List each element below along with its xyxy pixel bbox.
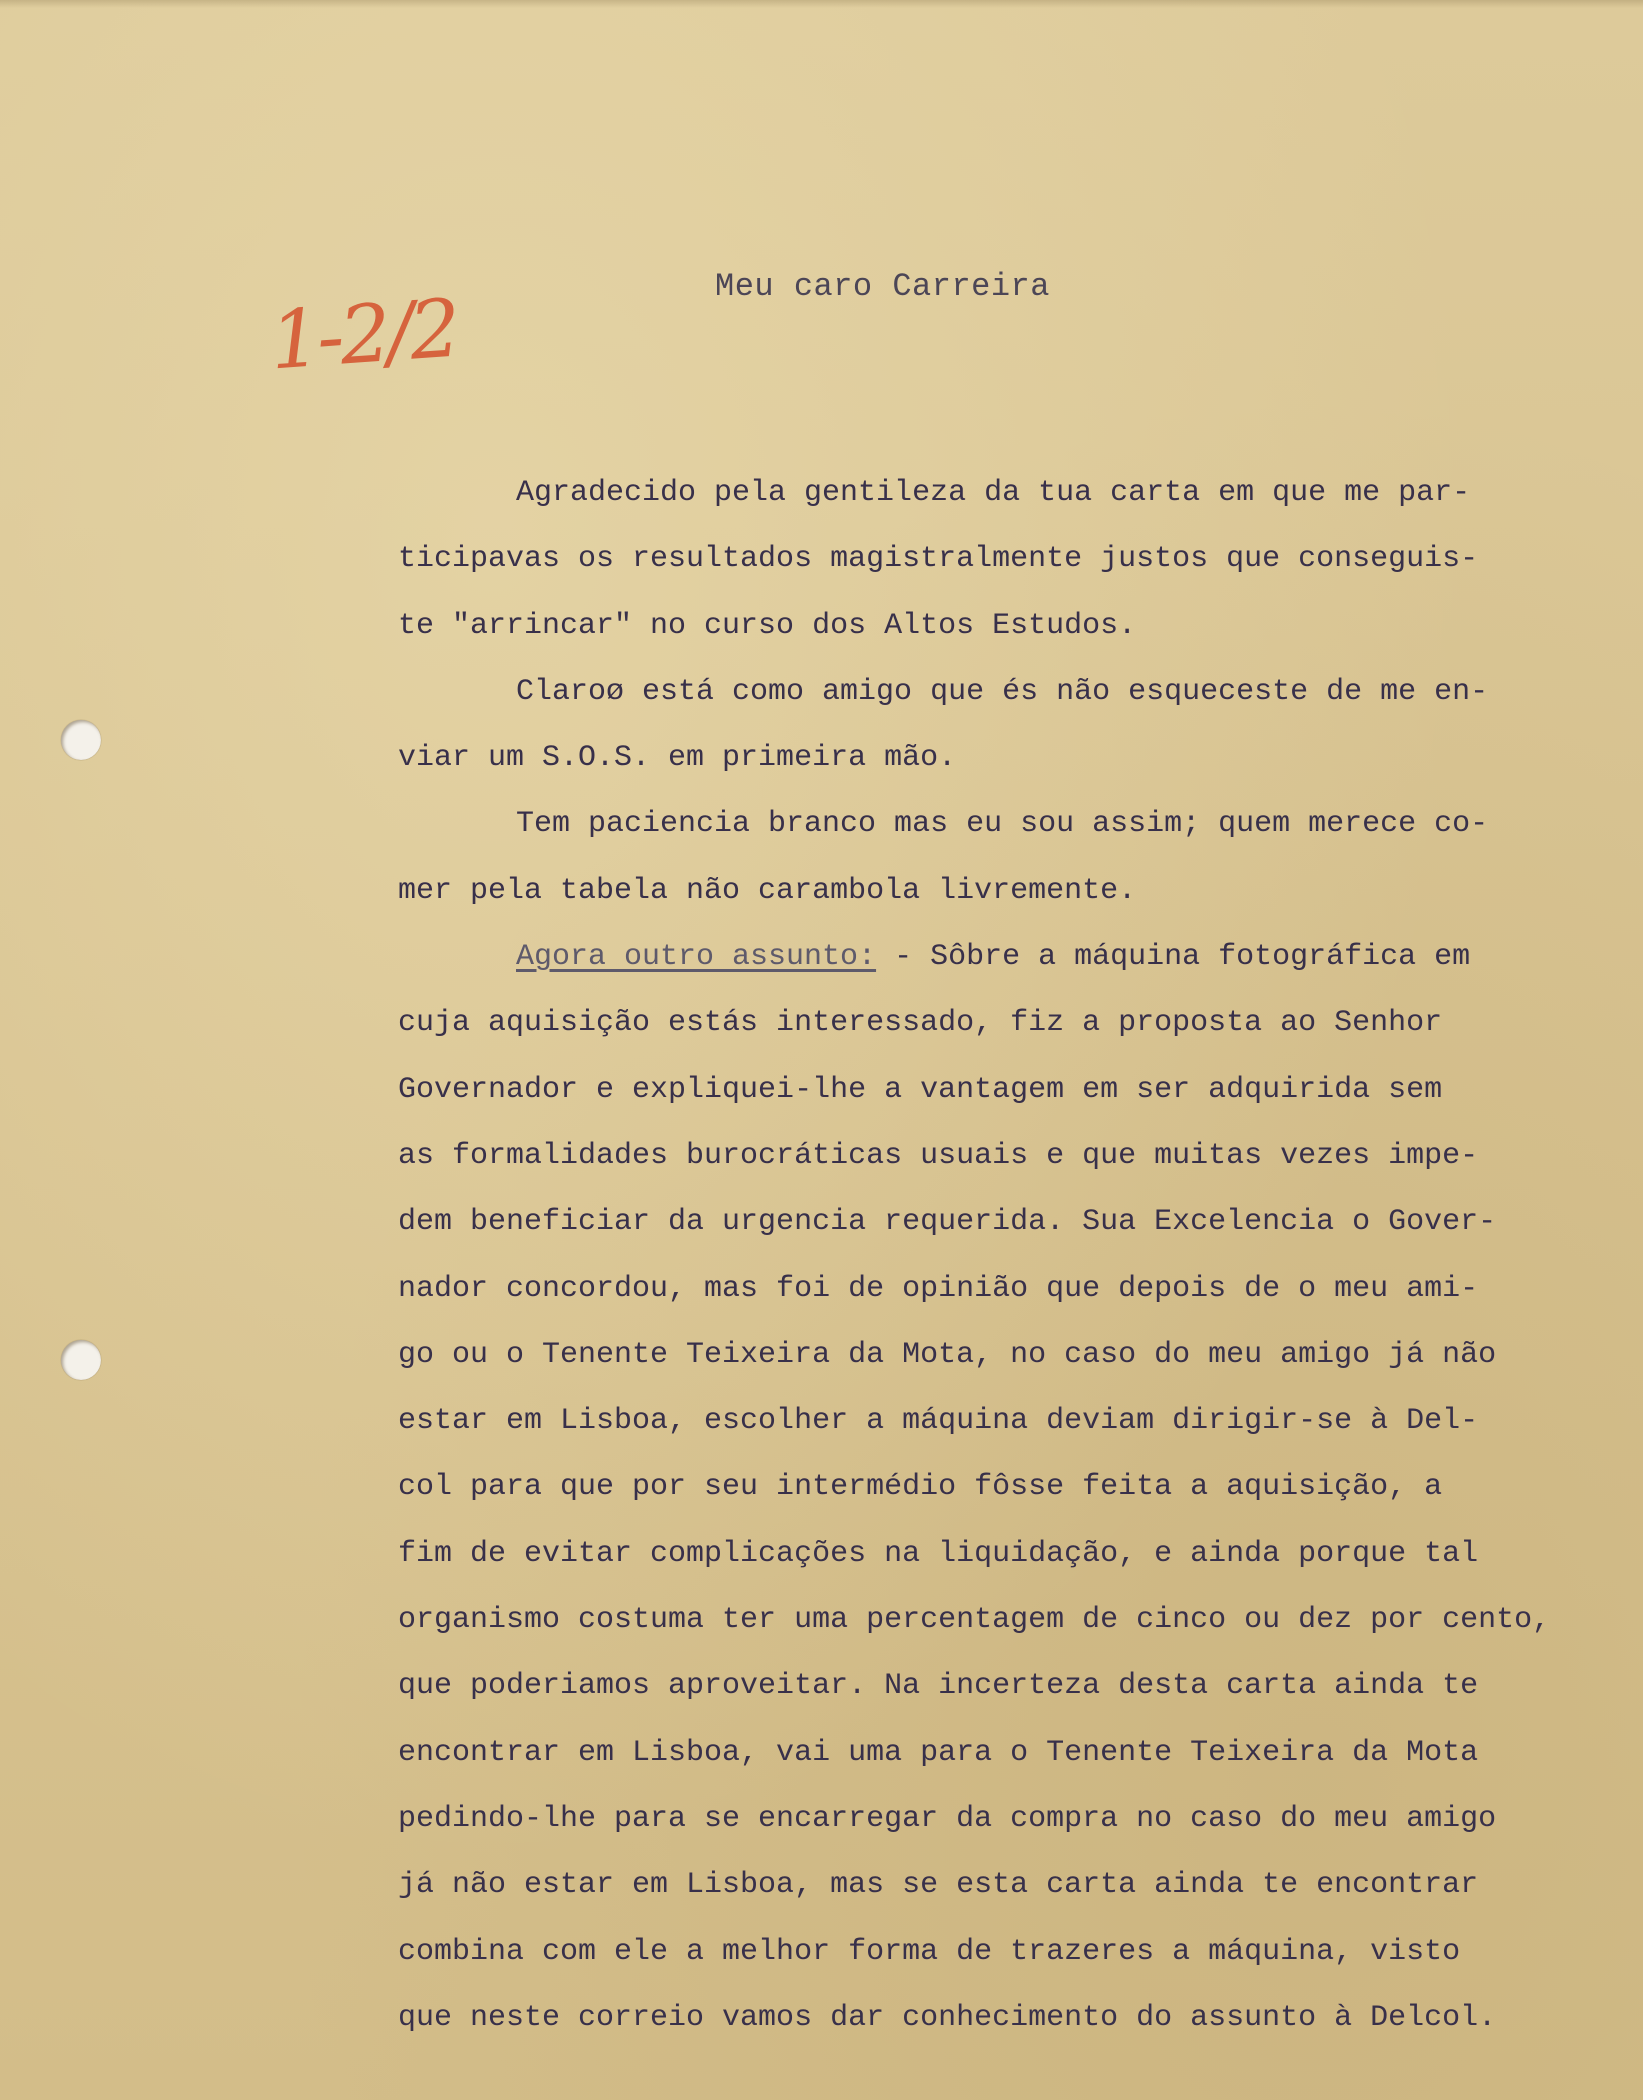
letter-line-text: que poderiamos aproveitar. Na incerteza desta carta ainda te	[398, 1669, 1479, 1704]
letter-line-text: combina com ele a melhor forma de trazeres a máquina, visto	[398, 1934, 1461, 1969]
letter-line	[398, 468, 1550, 534]
letter-line	[398, 1860, 1550, 1926]
punch-hole-top	[61, 720, 101, 760]
letter-line	[398, 1529, 1550, 1595]
letter-line	[398, 1197, 1550, 1263]
letter-line-text: nador concordou, mas foi de opinião que depois de o meu ami-	[398, 1271, 1479, 1306]
letter-line	[398, 1794, 1550, 1860]
letter-body	[398, 468, 1550, 2059]
letter-line	[398, 998, 1550, 1064]
letter-line-text: encontrar em Lisboa, vai uma para o Tenente Teixeira da Mota	[398, 1735, 1479, 1770]
letter-line	[398, 799, 1550, 865]
letter-line-text: já não estar em Lisboa, mas se esta carta ainda te encontrar	[398, 1868, 1479, 1903]
letter-line	[398, 534, 1550, 600]
letter-line	[398, 1065, 1550, 1131]
letter-line-text: fim de evitar complicações na liquidação, e ainda porque tal	[398, 1536, 1479, 1571]
letter-line-text: as formalidades burocráticas usuais e que muitas vezes impe-	[398, 1138, 1479, 1173]
letter-line	[398, 1264, 1550, 1330]
letter-line-text: cuja aquisição estás interessado, fiz a proposta ao Senhor	[398, 1006, 1443, 1041]
letter-line	[398, 1728, 1550, 1794]
salutation: Meu caro Carreira	[715, 268, 1050, 305]
letter-line-text: - Sôbre a máquina fotográfica em	[876, 940, 1471, 975]
letter-line	[398, 1462, 1550, 1528]
page-top-edge	[0, 0, 1643, 8]
punch-hole-bottom	[61, 1340, 101, 1380]
letter-line-text: que neste correio vamos dar conhecimento do assunto à Delcol.	[398, 2000, 1497, 2035]
letter-line-text: ticipavas os resultados magistralmente justos que conseguis-	[398, 542, 1479, 577]
letter-line	[398, 1993, 1550, 2059]
letter-line-text: organismo costuma ter uma percentagem de cinco ou dez por cento,	[398, 1603, 1551, 1638]
letter-line-text: col para que por seu intermédio fôsse feita a aquisição, a	[398, 1470, 1443, 1505]
letter-line-text: pedindo-lhe para se encarregar da compra no caso do meu amigo	[398, 1801, 1497, 1836]
letter-line	[398, 733, 1550, 799]
letter-line-text: Agradecido pela gentileza da tua carta em que me par-	[516, 476, 1471, 510]
letter-line-text: estar em Lisboa, escolher a máquina deviam dirigir-se à Del-	[398, 1404, 1479, 1439]
letter-line	[398, 866, 1550, 932]
underlined-heading: Agora outro assunto:	[516, 940, 877, 975]
letter-line-text: te "arrincar" no curso dos Altos Estudos.	[398, 608, 1137, 643]
letter-line	[398, 667, 1550, 733]
letter-line	[398, 932, 1550, 998]
letter-line	[398, 1330, 1550, 1396]
letter-line-text: mer pela tabela não carambola livremente.	[398, 873, 1137, 908]
letter-line	[398, 1396, 1550, 1462]
letter-line-text: dem beneficiar da urgencia requerida. Sua Excelencia o Gover-	[398, 1205, 1497, 1240]
letter-line-text: Governador e expliquei-lhe a vantagem em ser adquirida sem	[398, 1072, 1443, 1107]
letter-line	[398, 1927, 1550, 1993]
letter-line	[398, 601, 1550, 667]
letter-line-text: go ou o Tenente Teixeira da Mota, no caso do meu amigo já não	[398, 1337, 1497, 1372]
letter-line	[398, 1131, 1550, 1197]
handwritten-page-reference: 1-2/2	[266, 281, 460, 388]
letter-line-text: viar um S.O.S. em primeira mão.	[398, 741, 957, 776]
letter-line	[398, 1661, 1550, 1727]
letter-line-text: Claroø está como amigo que és não esqueceste de me en-	[516, 674, 1489, 709]
letter-line	[398, 1595, 1550, 1661]
letter-line-text: Tem paciencia branco mas eu sou assim; quem merece co-	[516, 807, 1489, 842]
